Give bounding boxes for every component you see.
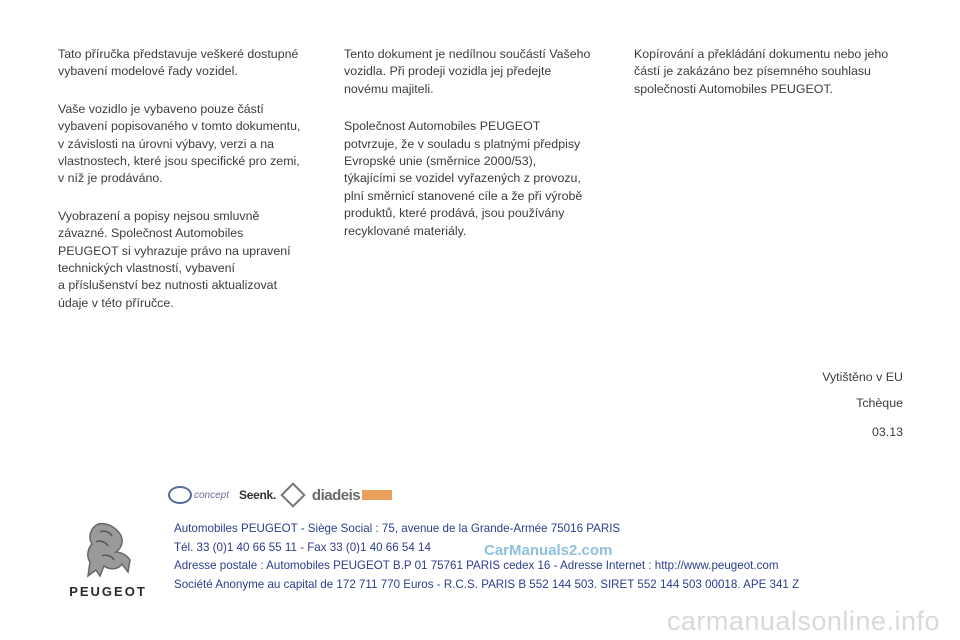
paragraph: Společnost Automobiles PEUGEOT potvrzuje, že v souladu s platnými předpisy Evropské unie (směrnice 2000/53), týkajícími se vozidel vyřazených z provozu, plní směrnicí stanovené cíle a že při výrobě produktů, které prodává, jsou používány recyklované materiály. — [344, 119, 583, 238]
paragraph: Kopírování a překládání dokumentu nebo jeho částí je zakázáno bez písemného souhlasu společnosti Automobiles PEUGEOT. — [634, 47, 889, 96]
paragraph: Tato příručka představuje veškeré dostupné vybavení modelové řady vozidel. — [58, 47, 299, 79]
footer-line: Automobiles PEUGEOT - Siège Social : 75, avenue de la Grande-Armée 75016 PARIS — [174, 522, 621, 535]
ring-icon — [168, 486, 192, 504]
paragraph: Vyobrazení a popisy nejsou smluvně závazné. Společnost Automobiles PEUGEOT si vyhrazuje právo na upravení technických vlastností, vybavení a příslušenství bez nutnosti aktualizovat údaje v této příručce. — [58, 208, 291, 310]
seenk-logo: Seenk. — [239, 486, 302, 504]
diadeis-logo: diadeis — [312, 487, 392, 504]
partner-logos — [168, 482, 392, 508]
watermark-carmanuals2: CarManuals2.com — [484, 542, 613, 559]
text-column-3 — [634, 46, 904, 118]
color-bar-icon — [362, 490, 392, 500]
footer-line: Tél. 33 (0)1 40 66 55 11 - Fax 33 (0)1 40 66 54 14 — [174, 540, 431, 554]
peugeot-logo — [58, 520, 158, 598]
edition-code: 03.13 — [871, 425, 903, 439]
language-note: Tchèque — [856, 396, 903, 410]
text-column-1 — [58, 46, 328, 332]
text-column-2 — [344, 46, 614, 260]
diamond-icon — [280, 482, 305, 507]
paragraph: Vaše vozidlo je vybaveno pouze částí vybavení popisovaného v tomto dokumentu, v závislosti na úrovni výbavy, verzi a na vlastnostech, které jsou specifické pro zemi, v níž je prodáváno. — [58, 101, 301, 186]
footer-line: Adresse postale : Automobiles PEUGEOT B.P 01 75761 PARIS cedex 16 - Adresse Internet : http://www.peugeot.com — [174, 559, 779, 573]
brand-name: PEUGEOT — [69, 584, 147, 599]
paragraph: Tento dokument je nedílnou součástí Vašeho vozidla. Při prodeji vozidla jej předejte novému majiteli. — [344, 47, 591, 96]
4d-concept-logo: concept — [168, 486, 229, 504]
watermark-carmanualsonline: carmanualsonline.info — [666, 606, 940, 636]
lion-icon — [80, 520, 136, 580]
footer-line: Société Anonyme au capital de 172 711 770 Euros - R.C.S. PARIS B 552 144 503. SIRET 552 144 503 00018. APE 341 Z — [174, 577, 800, 591]
printed-in-note: Vytištěno v EU — [822, 370, 903, 384]
